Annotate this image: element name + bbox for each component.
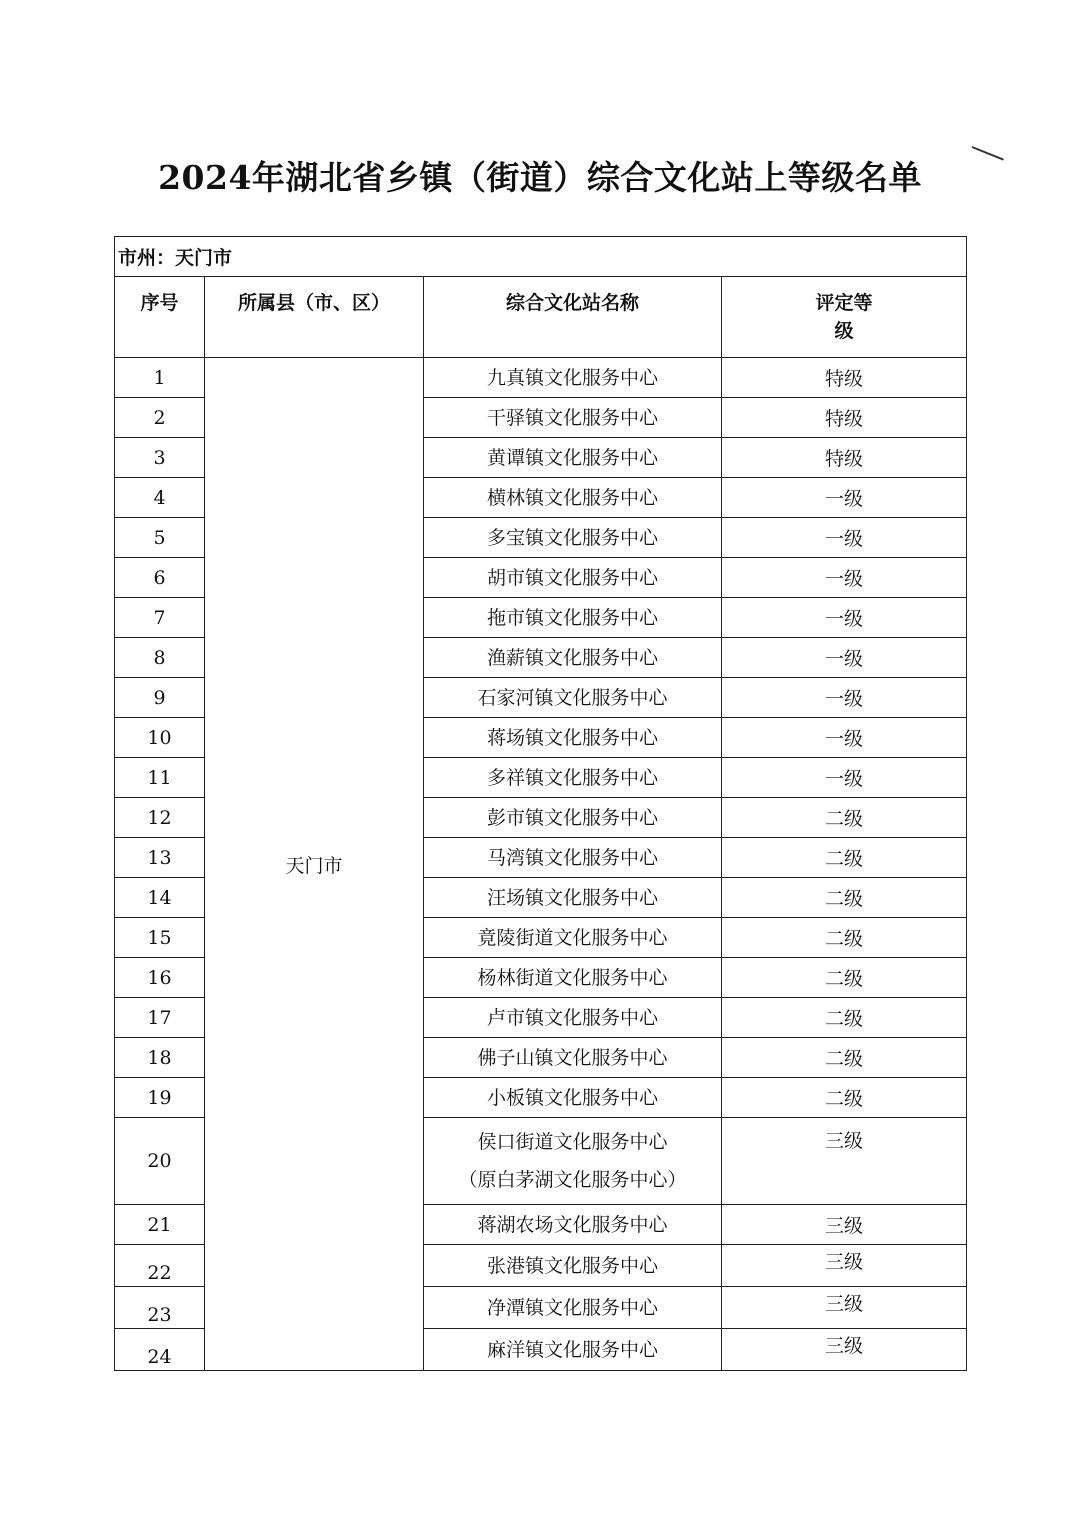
grade-value: 三级 xyxy=(722,1205,967,1245)
station-name: 石家河镇文化服务中心 xyxy=(424,678,722,718)
station-name: 竟陵街道文化服务中心 xyxy=(424,918,722,958)
grade-value: 二级 xyxy=(722,958,967,998)
city-label: 市州：天门市 xyxy=(115,237,967,277)
row-index: 23 xyxy=(115,1287,205,1329)
grade-value: 二级 xyxy=(722,998,967,1038)
row-index: 17 xyxy=(115,998,205,1038)
station-name: 麻洋镇文化服务中心 xyxy=(424,1329,722,1371)
grade-value: 特级 xyxy=(722,438,967,478)
station-name: 渔薪镇文化服务中心 xyxy=(424,638,722,678)
grade-value: 三级 xyxy=(722,1287,967,1329)
station-name: 彭市镇文化服务中心 xyxy=(424,798,722,838)
grade-value: 二级 xyxy=(722,918,967,958)
grade-value: 二级 xyxy=(722,1078,967,1118)
row-index: 21 xyxy=(115,1205,205,1245)
table-row xyxy=(115,358,967,398)
station-name: 多祥镇文化服务中心 xyxy=(424,758,722,798)
station-name: 蒋湖农场文化服务中心 xyxy=(424,1205,722,1245)
header-row xyxy=(115,277,967,358)
station-name: 九真镇文化服务中心 xyxy=(424,358,722,398)
grade-value: 一级 xyxy=(722,758,967,798)
header-index: 序号 xyxy=(115,277,205,358)
station-name: 杨林街道文化服务中心 xyxy=(424,958,722,998)
station-name: 小板镇文化服务中心 xyxy=(424,1078,722,1118)
city-row xyxy=(115,237,967,277)
grade-value: 一级 xyxy=(722,478,967,518)
grade-value: 一级 xyxy=(722,638,967,678)
row-index: 5 xyxy=(115,518,205,558)
row-index: 10 xyxy=(115,718,205,758)
grade-value: 三级 xyxy=(722,1329,967,1371)
row-index: 3 xyxy=(115,438,205,478)
header-grade-line1: 评定等 xyxy=(815,292,873,314)
grade-value: 三级 xyxy=(722,1245,967,1287)
grade-value: 特级 xyxy=(722,358,967,398)
header-station: 综合文化站名称 xyxy=(424,277,722,358)
station-name: 黄谭镇文化服务中心 xyxy=(424,438,722,478)
station-name: 汪场镇文化服务中心 xyxy=(424,878,722,918)
station-name: 胡市镇文化服务中心 xyxy=(424,558,722,598)
grade-value: 特级 xyxy=(722,398,967,438)
row-index: 2 xyxy=(115,398,205,438)
grade-value: 二级 xyxy=(722,798,967,838)
row-index: 6 xyxy=(115,558,205,598)
row-index: 1 xyxy=(115,358,205,398)
station-name: 横林镇文化服务中心 xyxy=(424,478,722,518)
station-name: 卢市镇文化服务中心 xyxy=(424,998,722,1038)
row-index: 19 xyxy=(115,1078,205,1118)
grade-value: 二级 xyxy=(722,878,967,918)
station-name-line1: 侯口街道文化服务中心 xyxy=(477,1131,668,1153)
row-index: 14 xyxy=(115,878,205,918)
row-index: 22 xyxy=(115,1245,205,1287)
header-grade-line2: 级 xyxy=(834,320,854,342)
row-index: 9 xyxy=(115,678,205,718)
county-cell: 天门市 xyxy=(205,358,424,1371)
station-name: 多宝镇文化服务中心 xyxy=(424,518,722,558)
page-title: 2024年湖北省乡镇（街道）综合文化站上等级名单 xyxy=(158,158,922,197)
grade-value: 一级 xyxy=(722,518,967,558)
row-index: 12 xyxy=(115,798,205,838)
grade-value: 一级 xyxy=(722,718,967,758)
row-index: 20 xyxy=(115,1118,205,1205)
row-index: 7 xyxy=(115,598,205,638)
station-name xyxy=(424,1118,722,1205)
grade-value: 一级 xyxy=(722,598,967,638)
row-index: 4 xyxy=(115,478,205,518)
station-name: 佛子山镇文化服务中心 xyxy=(424,1038,722,1078)
grade-value: 一级 xyxy=(722,558,967,598)
row-index: 24 xyxy=(115,1329,205,1371)
header-grade xyxy=(722,277,967,358)
grade-value: 三级 xyxy=(722,1118,967,1205)
header-county: 所属县（市、区） xyxy=(205,277,424,358)
row-index: 15 xyxy=(115,918,205,958)
row-index: 16 xyxy=(115,958,205,998)
station-name-line2: （原白茅湖文化服务中心） xyxy=(458,1169,687,1191)
station-name: 马湾镇文化服务中心 xyxy=(424,838,722,878)
grade-value: 一级 xyxy=(722,678,967,718)
row-index: 8 xyxy=(115,638,205,678)
station-name: 蒋场镇文化服务中心 xyxy=(424,718,722,758)
grade-value: 二级 xyxy=(722,838,967,878)
station-name: 拖市镇文化服务中心 xyxy=(424,598,722,638)
station-name: 净潭镇文化服务中心 xyxy=(424,1287,722,1329)
row-index: 18 xyxy=(115,1038,205,1078)
row-index: 11 xyxy=(115,758,205,798)
station-name: 干驿镇文化服务中心 xyxy=(424,398,722,438)
row-index: 13 xyxy=(115,838,205,878)
grade-value: 二级 xyxy=(722,1038,967,1078)
station-name: 张港镇文化服务中心 xyxy=(424,1245,722,1287)
grade-table xyxy=(114,236,967,1371)
